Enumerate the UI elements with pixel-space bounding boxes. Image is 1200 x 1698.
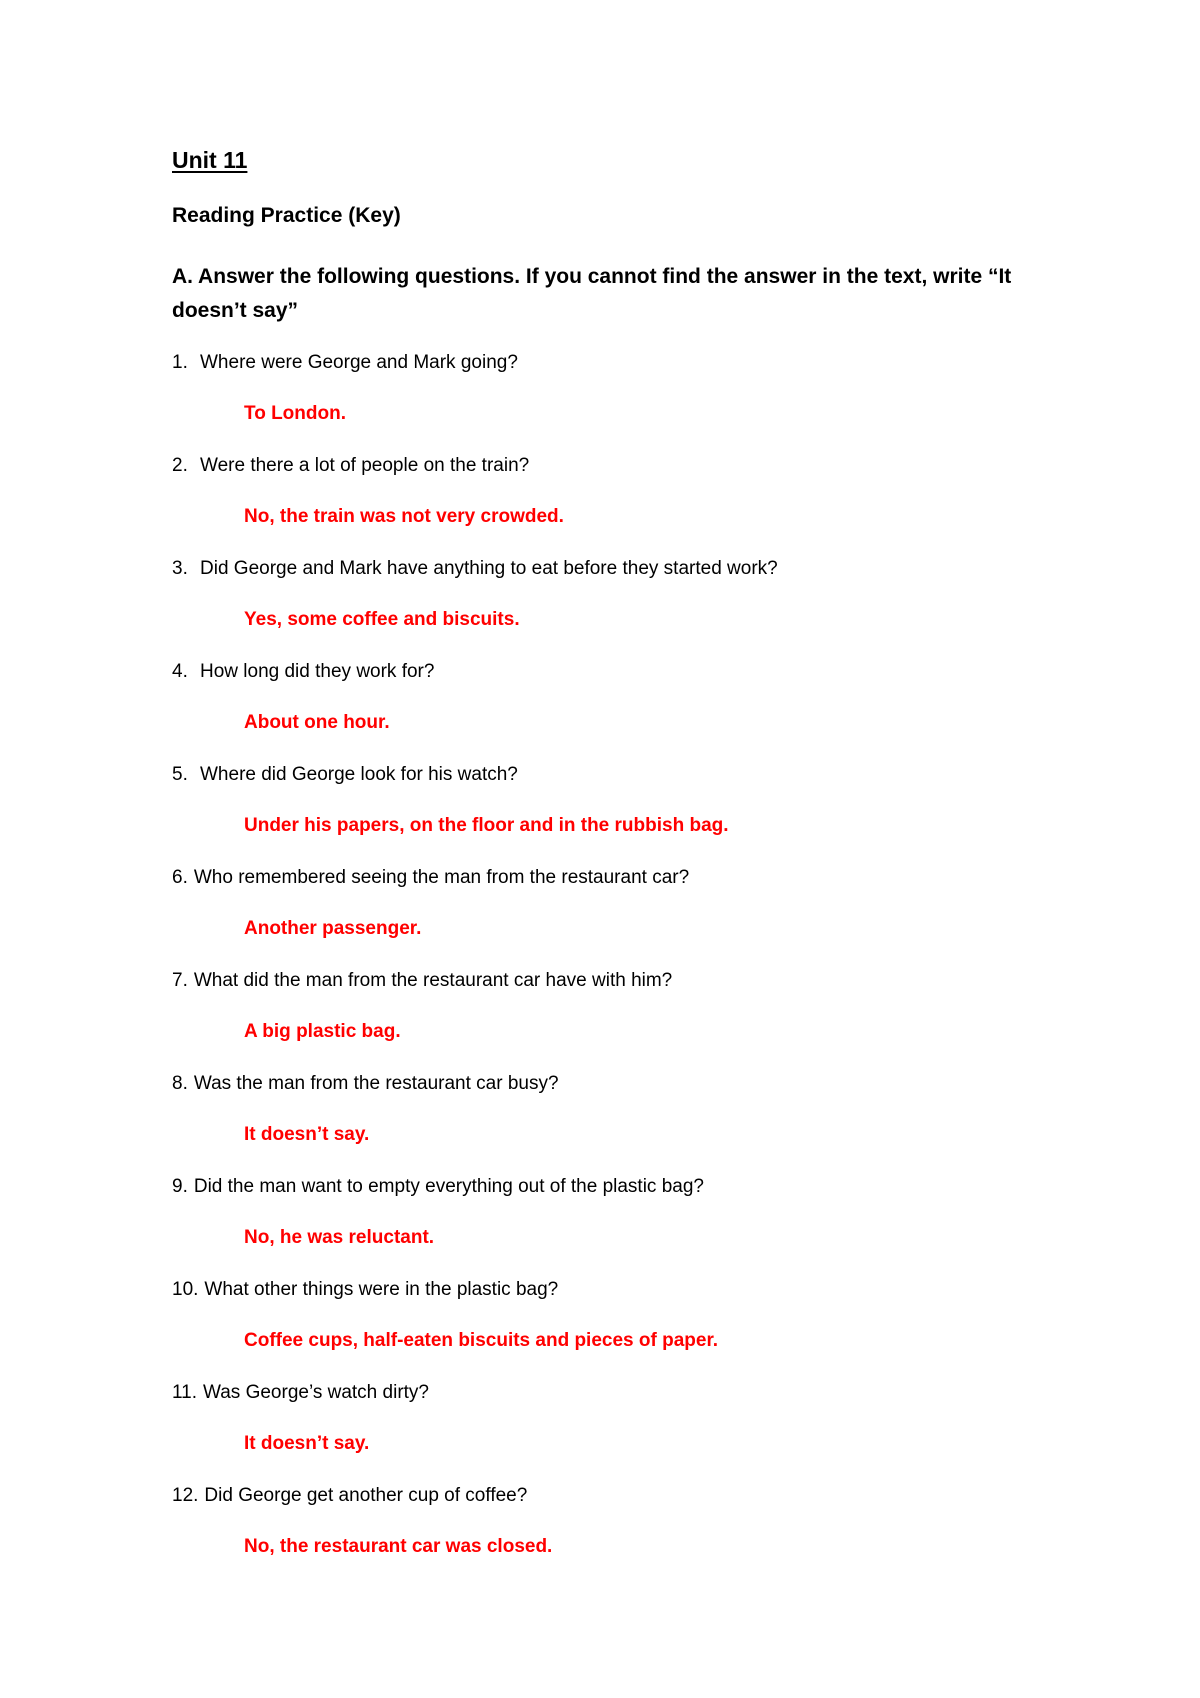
question-12: [172, 1485, 527, 1507]
question-number: 7.: [172, 970, 188, 991]
answer-11: It doesn’t say.: [244, 1433, 370, 1454]
question-text: Did George get another cup of coffee?: [204, 1485, 528, 1506]
question-number: 12.: [172, 1485, 199, 1506]
question-number: 1.: [172, 352, 188, 373]
instructions: A. Answer the following questions. If you cannot find the answer in the text, write “It doesn’t say”: [172, 265, 1012, 322]
question-text: Was George’s watch dirty?: [203, 1382, 429, 1403]
question-10: [172, 1279, 558, 1301]
answer-12: No, the restaurant car was closed.: [244, 1536, 553, 1557]
question-text: Where were George and Mark going?: [200, 352, 518, 373]
question-text: Who remembered seeing the man from the restaurant car?: [193, 867, 690, 888]
question-text: Was the man from the restaurant car busy?: [193, 1073, 559, 1094]
question-text: What did the man from the restaurant car have with him?: [193, 970, 673, 991]
answer-1: To London.: [244, 403, 346, 424]
question-8: [172, 1073, 559, 1095]
question-number: 3.: [172, 558, 188, 579]
section-title: Reading Practice (Key): [172, 204, 401, 227]
answer-4: About one hour.: [244, 712, 390, 733]
question-7: [172, 970, 672, 992]
question-number: 11.: [172, 1382, 198, 1403]
question-number: 4.: [172, 661, 188, 682]
answer-7: A big plastic bag.: [244, 1021, 401, 1042]
answer-6: Another passenger.: [244, 918, 422, 939]
question-11: [172, 1382, 429, 1404]
question-number: 9.: [172, 1176, 188, 1197]
answer-3: Yes, some coffee and biscuits.: [244, 609, 520, 630]
question-2: [172, 455, 529, 477]
question-number: 5.: [172, 764, 188, 785]
question-3: [172, 558, 778, 580]
unit-title: Unit 11: [172, 147, 248, 173]
answer-8: It doesn’t say.: [244, 1124, 370, 1145]
answer-9: No, he was reluctant.: [244, 1227, 435, 1248]
question-6: [172, 867, 689, 889]
question-5: [172, 764, 518, 786]
question-4: [172, 661, 434, 683]
question-text: Were there a lot of people on the train?: [200, 455, 530, 476]
question-number: 8.: [172, 1073, 188, 1094]
question-text: Did George and Mark have anything to eat before they started work?: [200, 558, 778, 579]
question-9: [172, 1176, 704, 1198]
answer-2: No, the train was not very crowded.: [244, 506, 564, 527]
answer-5: Under his papers, on the floor and in the rubbish bag.: [244, 815, 729, 836]
question-text: What other things were in the plastic bag?: [204, 1279, 559, 1300]
question-text: How long did they work for?: [200, 661, 435, 682]
question-1: [172, 352, 518, 374]
answer-10: Coffee cups, half-eaten biscuits and pieces of paper.: [244, 1330, 719, 1351]
question-text: Where did George look for his watch?: [200, 764, 518, 785]
question-text: Did the man want to empty everything out of the plastic bag?: [193, 1176, 704, 1197]
question-number: 6.: [172, 867, 188, 888]
question-number: 2.: [172, 455, 188, 476]
question-number: 10.: [172, 1279, 199, 1300]
